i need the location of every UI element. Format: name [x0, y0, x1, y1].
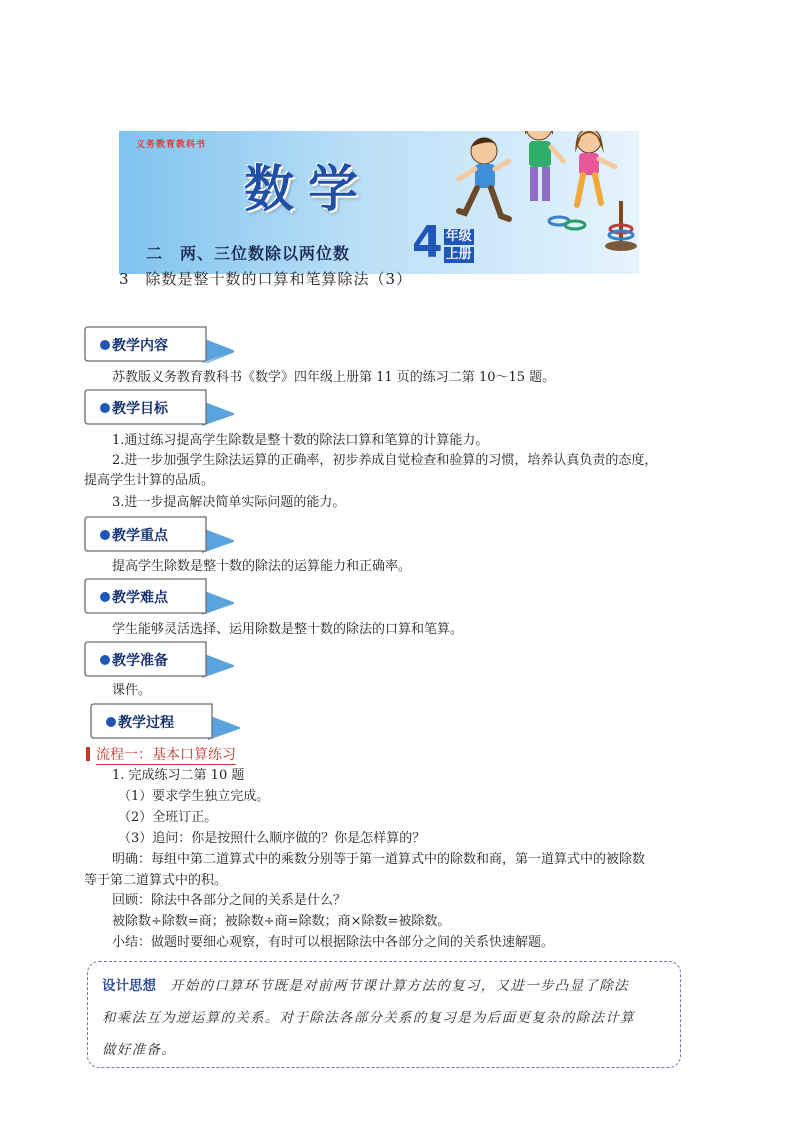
series-label: 义务教育教科书 [136, 140, 207, 150]
design-text: 开始的口算环节既是对前两节课计算方法的复习，又进一步凸显了除法 [170, 978, 629, 994]
lesson-title: 3 除数是整十数的口算和笔算除法（3） [119, 270, 413, 288]
section-label: 教学重点 [112, 528, 168, 544]
content-text: 苏教版义务教育教科书《数学》四年级上册第 11 页的练习二第 10～15 题。 [112, 370, 556, 385]
key-text: 提高学生除数是整十数的除法的运算能力和正确率。 [112, 559, 412, 574]
section-tab-content [84, 326, 234, 363]
section-tab-prep [84, 641, 234, 678]
subject-title: 数学 [244, 159, 372, 218]
flow-line: （1）要求学生独立完成。 [118, 789, 270, 804]
children-playing-illustration [439, 131, 639, 274]
section-label: 教学过程 [118, 715, 174, 731]
design-text: 和乘法互为逆运算的关系。对于除法各部分关系的复习是为后面更复杂的除法计算 [102, 1010, 635, 1026]
design-text: 做好准备。 [102, 1042, 176, 1058]
design-thought-box [87, 961, 681, 1068]
section-tab-key [84, 516, 234, 553]
bullet-dot-icon [100, 655, 110, 665]
grade-label: 年级 [445, 229, 472, 244]
section-label: 教学难点 [112, 590, 168, 606]
difficult-text: 学生能够灵活选择、运用除数是整十数的除法的口算和笔算。 [112, 622, 464, 637]
flow-line: 回顾：除法中各部分之间的关系是什么？ [112, 893, 347, 908]
heading-bar-icon [86, 747, 90, 761]
goal-line: 1.通过练习提高学生除数是整十数的除法口算和笔算的计算能力。 [112, 433, 489, 448]
bullet-dot-icon [106, 717, 116, 727]
flow-line: （3）追问：你是按照什么顺序做的？你是怎样算的？ [118, 831, 426, 846]
section-tab-process [90, 703, 240, 740]
bullet-dot-icon [100, 592, 110, 602]
flow-heading [86, 744, 236, 764]
flow-line: 小结：做题时要细心观察，有时可以根据除法中各部分之间的关系快速解题。 [112, 935, 555, 950]
flow-line: 1. 完成练习二第 10 题 [112, 768, 245, 783]
volume-label: 上册 [445, 247, 472, 262]
bullet-dot-icon [100, 403, 110, 413]
bullet-dot-icon [100, 530, 110, 540]
flow-heading-text: 流程一：基本口算练习 [96, 747, 236, 763]
flow-line: （2）全班订正。 [118, 810, 218, 825]
goal-line: 3.进一步提高解决简单实际问题的能力。 [112, 495, 346, 510]
textbook-cover-banner [119, 131, 639, 274]
goal-line: 提高学生计算的品质。 [84, 473, 215, 488]
goal-line: 2.进一步加强学生除法运算的正确率，初步养成自觉检查和验算的习惯，培养认真负责的态度， [112, 453, 658, 468]
design-label: 设计思想 [102, 978, 156, 994]
section-label: 教学内容 [112, 338, 168, 354]
bullet-dot-icon [100, 340, 110, 350]
prep-text: 课件。 [112, 683, 152, 698]
section-label: 教学准备 [112, 653, 168, 669]
section-tab-difficult [84, 578, 234, 615]
unit-title: 二 两、三位数除以两位数 [146, 244, 351, 263]
flow-line: 被除数÷除数=商；被除数÷商=除数；商×除数=被除数。 [112, 914, 451, 929]
section-tab-goals [84, 389, 234, 426]
flow-line: 明确：每组中第二道算式中的乘数分别等于第一道算式中的除数和商，第一道算式中的被除数 [112, 852, 646, 867]
flow-line: 等于第二道算式中的积。 [84, 873, 228, 888]
grade-number: 4 [412, 217, 443, 268]
section-label: 教学目标 [112, 401, 168, 417]
